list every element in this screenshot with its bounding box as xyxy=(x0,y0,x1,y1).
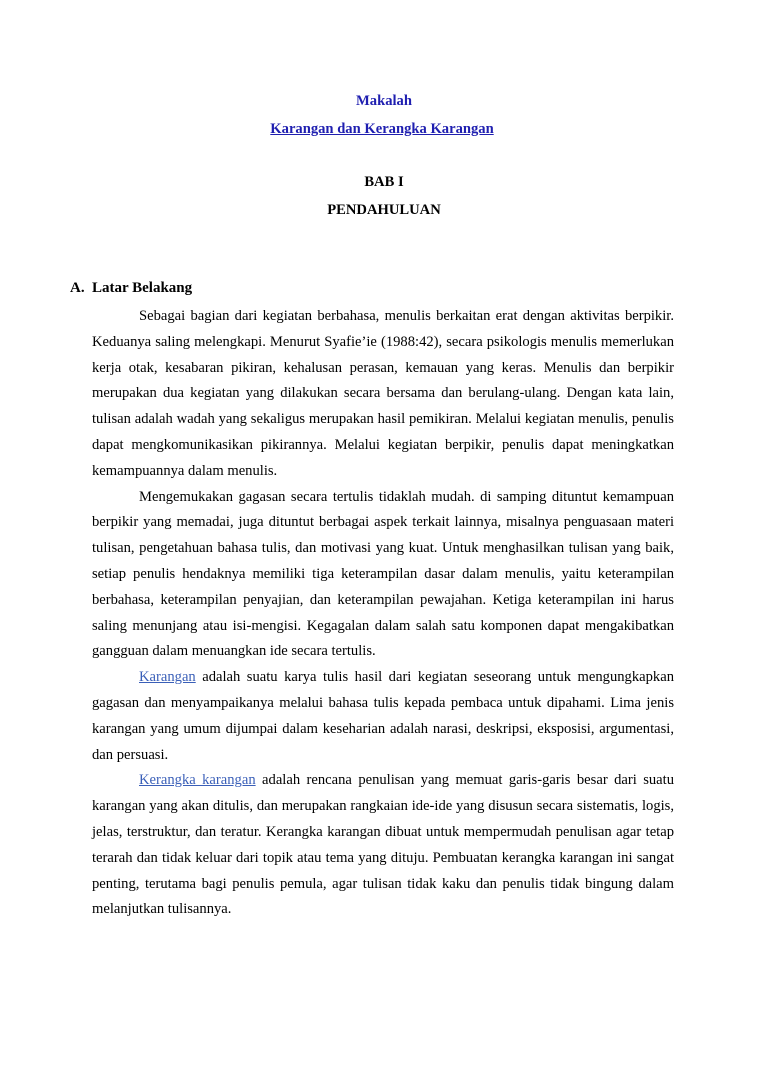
paragraph-1: Sebagai bagian dari kegiatan berbahasa, menulis berkaitan erat dengan aktivitas berpikir. Keduanya saling melengkapi. Menurut Syafie’ie (1988:42), secara psikologis menulis memerlukan kerja otak, kesabaran pikiran, kehalusan perasan, kemauan yang keras. Menulis dan berpikir merupakan dua kegiatan yang dilakukan secara bersama dan berulang-ulang. Dengan kata lain, tulisan adalah wadah yang sekaligus merupakan hasil pemikiran. Melalui kegiatan menulis, penulis dapat mengkomunikasikan pikirannya. Melalui kegiatan berpikir, penulis dapat meningkatkan kemampuannya dalam menulis. xyxy=(92,308,674,479)
paragraph-3 xyxy=(92,665,674,768)
chapter-title: PENDAHULUAN xyxy=(327,202,441,218)
paragraph-4-text: adalah rencana penulisan yang memuat garis-garis besar dari suatu karangan yang akan ditulis, dan merupakan rangkaian ide-ide yang disusun secara sistematis, logis, jelas, terstruktur, dan teratur. Kerangka karangan dibuat untuk mempermudah penulisan agar tetap terarah dan tidak keluar dari topik atau tema yang dituju. Pembuatan kerangka karangan ini sangat penting, terutama bagi penulis pemula, agar tulisan tidak kaku dan penulis tidak bingung dalam melanjutkan tulisannya. xyxy=(92,772,674,918)
section-title: Latar Belakang xyxy=(92,280,193,296)
body-text xyxy=(92,304,674,923)
paragraph-4 xyxy=(92,768,674,923)
karangan-link[interactable]: Karangan xyxy=(139,669,196,686)
paragraph-2: Mengemukakan gagasan secara tertulis tidaklah mudah. di samping dituntut kemampuan berpikir yang memadai, juga dituntut berbagai aspek terkait lainnya, misalnya penguasaan materi tulisan, pengetahuan bahasa tulis, dan motivasi yang kuat. Untuk menghasilkan tulisan yang baik, setiap penulis hendaknya memiliki tiga keterampilan dasar dalam menulis, yaitu keterampilan berbahasa, keterampilan penyajian, dan keterampilan pewajahan. Ketiga keterampilan ini harus saling menunjang atau isi-mengisi. Kegagalan dalam salah satu komponen dapat mengakibatkan gangguan dalam menuangkan ide secara tertulis. xyxy=(92,488,674,660)
chapter-number: BAB I xyxy=(364,174,404,190)
section-number: A. xyxy=(70,280,85,296)
doc-title-text: Karangan dan Kerangka Karangan xyxy=(270,121,494,137)
doc-title xyxy=(0,121,768,138)
paragraph-3-text: adalah suatu karya tulis hasil dari kegiatan seseorang untuk mengungkapkan gagasan dan menyampaikanya melalui bahasa tulis kepada pembaca untuk dipahami. Lima jenis karangan yang umum dijumpai dalam keseharian adalah narasi, deskripsi, eksposisi, argumentasi, dan persuasi. xyxy=(92,669,674,763)
section-heading xyxy=(70,280,192,297)
doc-label: Makalah xyxy=(356,93,412,109)
kerangka-karangan-link[interactable]: Kerangka karangan xyxy=(139,772,256,789)
